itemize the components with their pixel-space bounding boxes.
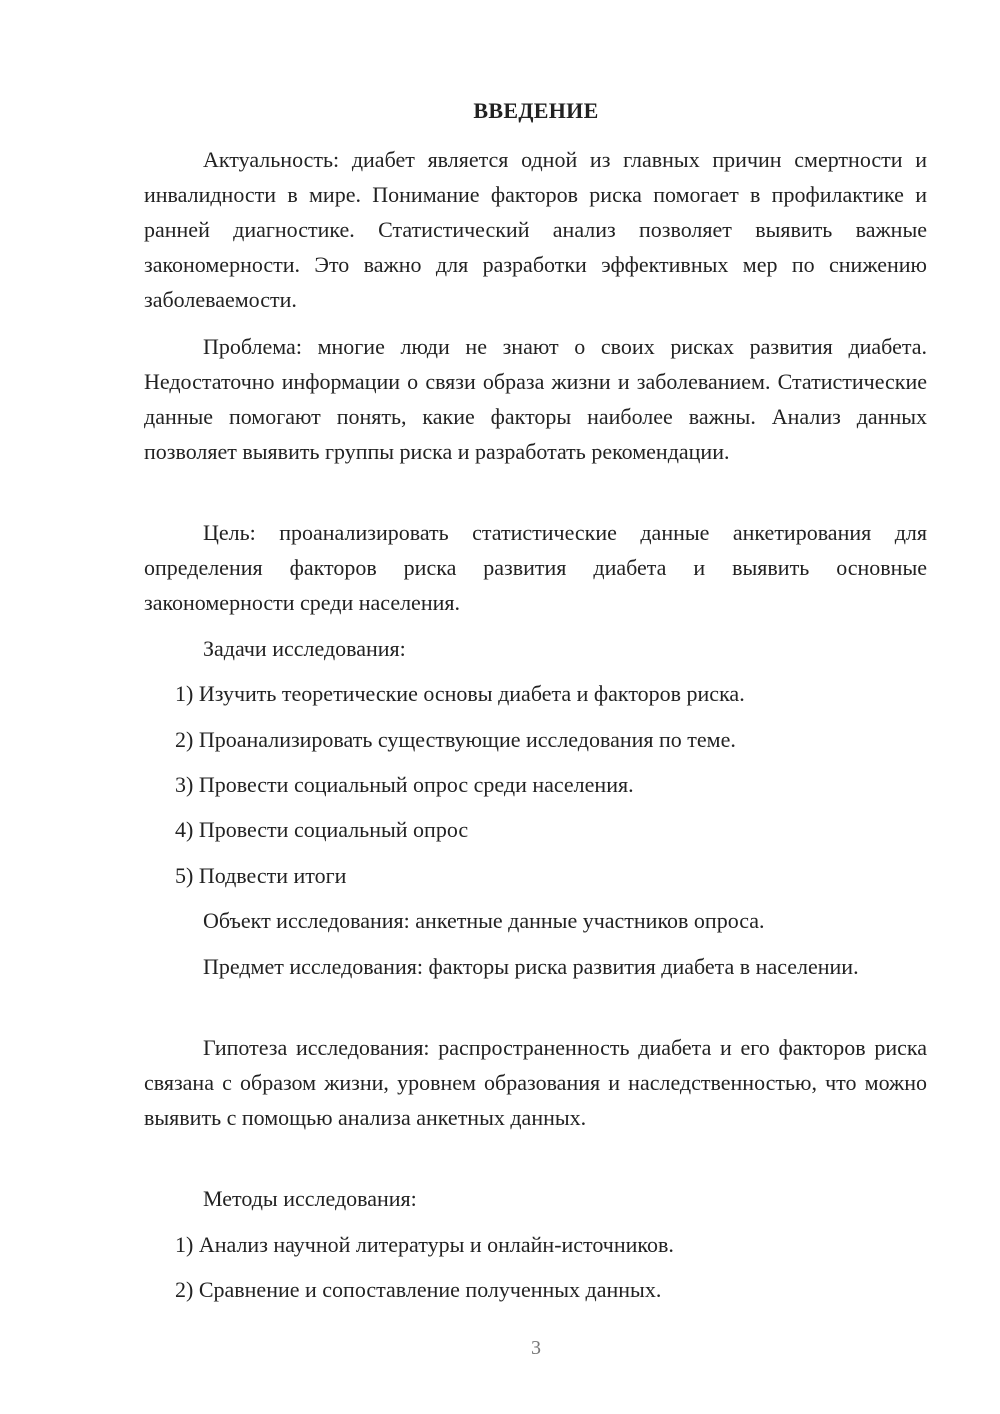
paragraph-subject: Предмет исследования: факторы риска развития диабета в населении.	[203, 954, 859, 979]
paragraph-relevance: Актуальность: диабет является одной из главных причин смертности и инвалидности в мире. Понимание факторов риска помогает в профилактике и ранней диагностике. Статистический анализ позволяет выявить важные закономерности. Это важно для разработки эффективных мер по снижению заболеваемости.	[144, 147, 927, 312]
method-item-2: 2) Сравнение и сопоставление полученных данных.	[175, 1277, 662, 1302]
method-item-1: 1) Анализ научной литературы и онлайн-источников.	[175, 1232, 674, 1257]
paragraph-goal: Цель: проанализировать статистические данные анкетирования для определения факторов риска развития диабета и выявить основные закономерности среди населения.	[144, 520, 927, 615]
paragraph-problem: Проблема: многие люди не знают о своих рисках развития диабета. Недостаточно информации о связи образа жизни и заболеванием. Статистические данные помогают понять, какие факторы наиболее важны. Анализ данных позволяет выявить группы риска и разработать рекомендации.	[144, 334, 927, 464]
section-title: ВВЕДЕНИЕ	[473, 98, 599, 123]
task-item-1: 1) Изучить теоретические основы диабета и факторов риска.	[175, 681, 745, 706]
task-item-4: 4) Провести социальный опрос	[175, 817, 469, 842]
task-item-2: 2) Проанализировать существующие исследования по теме.	[175, 727, 736, 752]
methods-heading: Методы исследования:	[203, 1186, 417, 1211]
page-number: 3	[531, 1337, 541, 1359]
tasks-heading: Задачи исследования:	[203, 636, 406, 661]
paragraph-hypothesis: Гипотеза исследования: распространенность диабета и его факторов риска связана с образом жизни, уровнем образования и наследственностью, что можно выявить с помощью анализа анкетных данных.	[144, 1035, 927, 1130]
task-item-5: 5) Подвести итоги	[175, 863, 347, 888]
task-item-3: 3) Провести социальный опрос среди населения.	[175, 772, 634, 797]
paragraph-object: Объект исследования: анкетные данные участников опроса.	[203, 908, 765, 933]
